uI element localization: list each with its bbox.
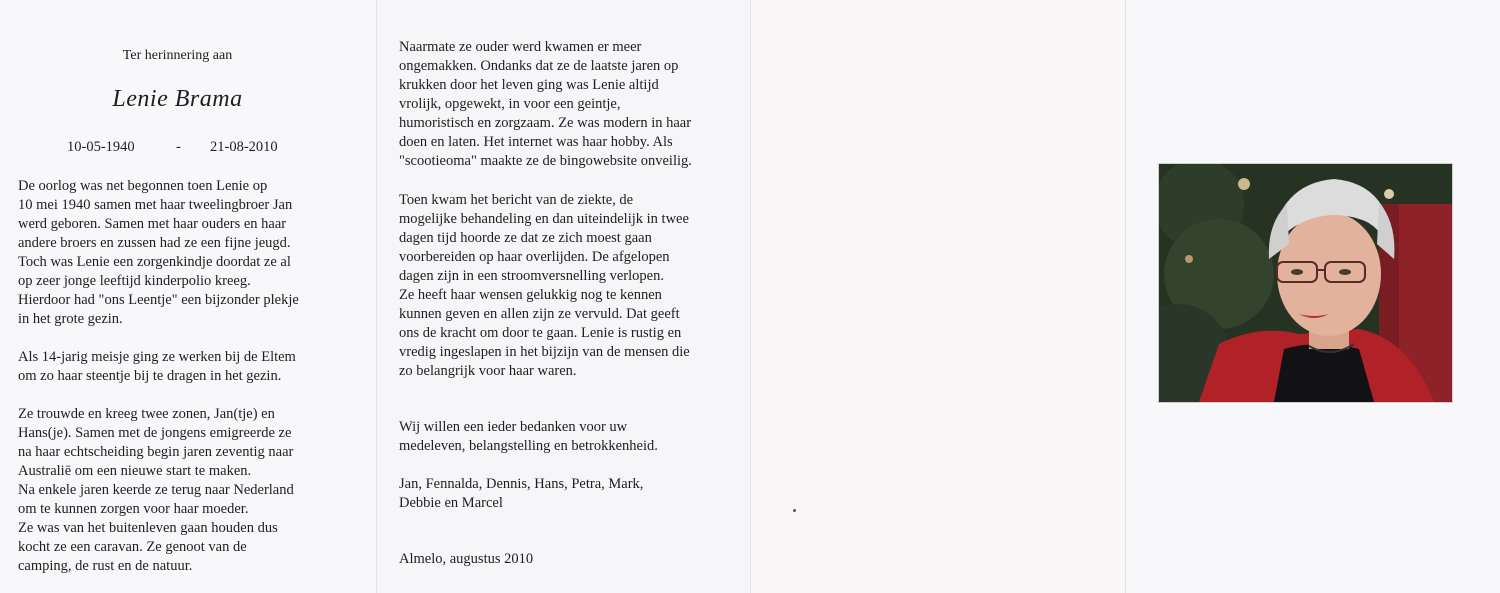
card-panel-middle	[376, 0, 751, 593]
deceased-name: Lenie Brama	[112, 86, 243, 112]
bio-paragraph-3: Ze trouwde en kreeg twee zonen, Jan(tje) en Hans(je). Samen met de jongens emigreerde ze na haar echtscheiding begin jaren zeventig naar Australiē om een nieuwe start te maken. Na enkele jaren keerde ze terug naar Nederland om te kunnen zorgen voor haar moeder. Ze was van het buitenleven gaan houden dus kocht ze een caravan. Ze genoot van de camping, de rust en de natuur.	[18, 406, 294, 574]
paper-speck	[793, 509, 796, 512]
story-paragraph-1: Naarmate ze ouder werd kwamen er meer ongemakken. Ondanks dat ze de laatste jaren op krukken door het leven ging was Lenie altijd vrolijk, opgewekt, in voor een geintje, humoristisch en zorgzaam. Ze was modern in haar doen en laten. Het internet was haar hobby. Als "scootieoma" maakte ze de bingowebsite onveilig.	[399, 39, 692, 169]
date-separator: -	[176, 139, 181, 155]
card-panel-photo	[1125, 0, 1500, 593]
bio-paragraph-1: De oorlog was net begonnen toen Lenie op 10 mei 1940 samen met haar tweelingbroer Jan werd geboren. Samen met haar ouders en haar andere broers en zussen had ze een fijne jeugd. Toch was Lenie een zorgenkindje doordat ze al op zeer jonge leeftijd kinderpolio kreeg. Hierdoor had "ons Leentje" een bijzonder plekje in het grote gezin.	[18, 178, 299, 327]
thanks-text: Wij willen een ieder bedanken voor uw medeleven, belangstelling en betrokkenheid.	[399, 419, 658, 454]
family-names: Jan, Fennalda, Dennis, Hans, Petra, Mark, Debbie en Marcel	[399, 476, 644, 511]
birth-date: 10-05-1940	[67, 139, 135, 155]
death-date: 21-08-2010	[210, 139, 278, 155]
bio-paragraph-2: Als 14-jarig meisje ging ze werken bij de Eltem om zo haar steentje bij te dragen in het gezin.	[18, 349, 296, 384]
intro-text: Ter herinnering aan	[122, 48, 233, 63]
card-panel-left	[0, 0, 376, 593]
place-date: Almelo, augustus 2010	[399, 551, 534, 567]
portrait-photo	[1158, 163, 1453, 403]
card-panel-blank	[750, 0, 1126, 593]
story-paragraph-2: Toen kwam het bericht van de ziekte, de mogelijke behandeling en dan uiteindelijk in twee dagen tijd hoorde ze dat ze zich moest gaan voorbereiden op haar overlijden. De afgelopen dagen zijn in een stroomversnelling verlopen. Ze heeft haar wensen gelukkig nog te kennen kunnen geven en allen zijn ze vervuld. Dat geeft ons de kracht om door te gaan. Lenie is rustig en vredig ingeslapen in het bijzijn van de mensen die zo belangrijk voor haar waren.	[399, 192, 690, 379]
